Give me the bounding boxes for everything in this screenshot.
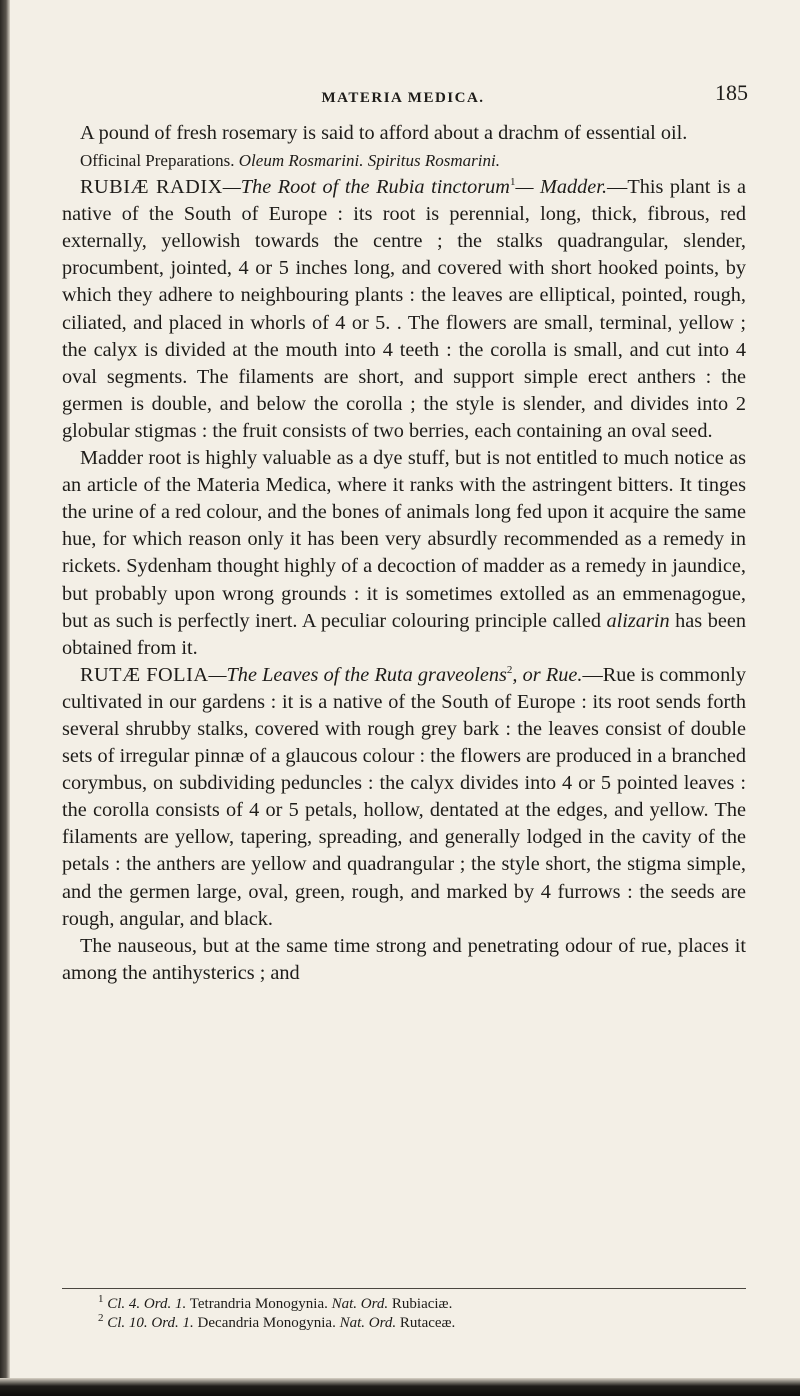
footnotes: [62, 1288, 746, 1333]
page-body: [62, 120, 746, 987]
rosemary-paragraph: A pound of fresh rosemary is said to afford about a drachm of essential oil.: [80, 122, 688, 144]
rubia-common-name: — Madder.: [515, 176, 608, 199]
preparation-item: Spiritus Rosmarini.: [367, 151, 500, 171]
ruta-description: —Rue is commonly cultivated in our gardens : it is a native of the South of Europe : its root sends forth several shrubby stalks, covered with rough grey bark : the leaves consist of double sets of irregular pinnæ of a glaucous colour : the flowers are produced in a branched corymbus, on subdividing peduncles : the calyx divides into 4 or 5 pointed leaves : the corolla consists of 4 or 5 petals, hollow, dentated at the edges, and yellow. The filaments are yellow, tapering, spreading, and generally lodged in the cavity of the petals : the anthers are yellow and quadrangular ; the style short, the stigma simple, and the germen large, oval, green, rough, and marked by 4 furrows : the seeds are rough, angular, and black.: [62, 663, 746, 930]
rubia-title: —The Root of the Rubia tinctorum: [222, 176, 510, 199]
madder-paragraph: Madder root is highly valuable as a dye stuff, but is not entitled to much notice as an article of the Materia Medica, where it ranks with the astringent bitters. It tinges the urine of a red colour, and the bones of animals long fed upon it acquire the same hue, for which reason only it has been very absurdly recommended as a remedy in rickets. Sydenham thought highly of a decoction of madder as a remedy in jaundice, but probably upon wrong grounds : it is sometimes extolled as an emmenagogue, but as such is perfectly inert. A peculiar colouring principle called alizarin has been obtained from it.: [62, 447, 746, 659]
rue-odour-paragraph: The nauseous, but at the same time strong and penetrating odour of rue, places it among the antihysterics ; and: [62, 934, 746, 984]
ruta-common-name: , or Rue.: [512, 663, 583, 686]
ruta-title: —The Leaves of the Ruta graveolens: [208, 663, 507, 686]
running-head: MATERIA MEDICA.: [321, 90, 485, 106]
ruta-heading: RUTÆ FOLIA: [80, 663, 209, 686]
footnote-ref-1: 1: [509, 176, 516, 189]
page-bottom-edge: [0, 1378, 800, 1396]
book-binding-edge: [0, 0, 10, 1396]
alizarin-term: alizarin: [606, 609, 670, 632]
preparation-item: Oleum Rosmarini.: [238, 151, 364, 171]
footnote-1: $^1$ Cl. 4. Ord. 1. Tetrandria Monogynia. Nat. Ord. Rubiaciæ.: [98, 1293, 453, 1312]
rubia-entry: [62, 174, 746, 445]
footnote-2: $^2$ Cl. 10. Ord. 1. Decandria Monogynia. Nat. Ord. Rutaceæ.: [98, 1312, 456, 1331]
page-header: [58, 80, 748, 112]
footnote-ref-2: 2: [506, 664, 513, 677]
rubia-description: —This plant is a native of the South of Europe : its root is perennial, long, thick, fibrous, red externally, yellowish towards the centre ; the stalks quadrangular, slender, procumbent, jointed, 4 or 5 inches long, and covered with short hooked points, by which they adhere to neighbouring plants : the leaves are elliptical, pointed, rough, ciliated, and placed in whorls of 4 or 5. . The flowers are small, terminal, yellow ; the calyx is divided at the mouth into 4 teeth : the corolla is small, and cut into 4 oval segments. The filaments are short, and support simple erect anthers : the germen is double, and below the corolla ; the style is slender, and divides into 2 globular stigmas : the fruit consists of two berries, each containing an oval seed.: [62, 176, 746, 442]
ruta-entry: [62, 662, 746, 933]
rubia-heading: RUBIÆ RADIX: [80, 176, 223, 199]
page-number: 185: [715, 80, 748, 105]
preparations-label: Officinal Preparations.: [80, 151, 235, 171]
officinal-preparations: [62, 147, 746, 174]
